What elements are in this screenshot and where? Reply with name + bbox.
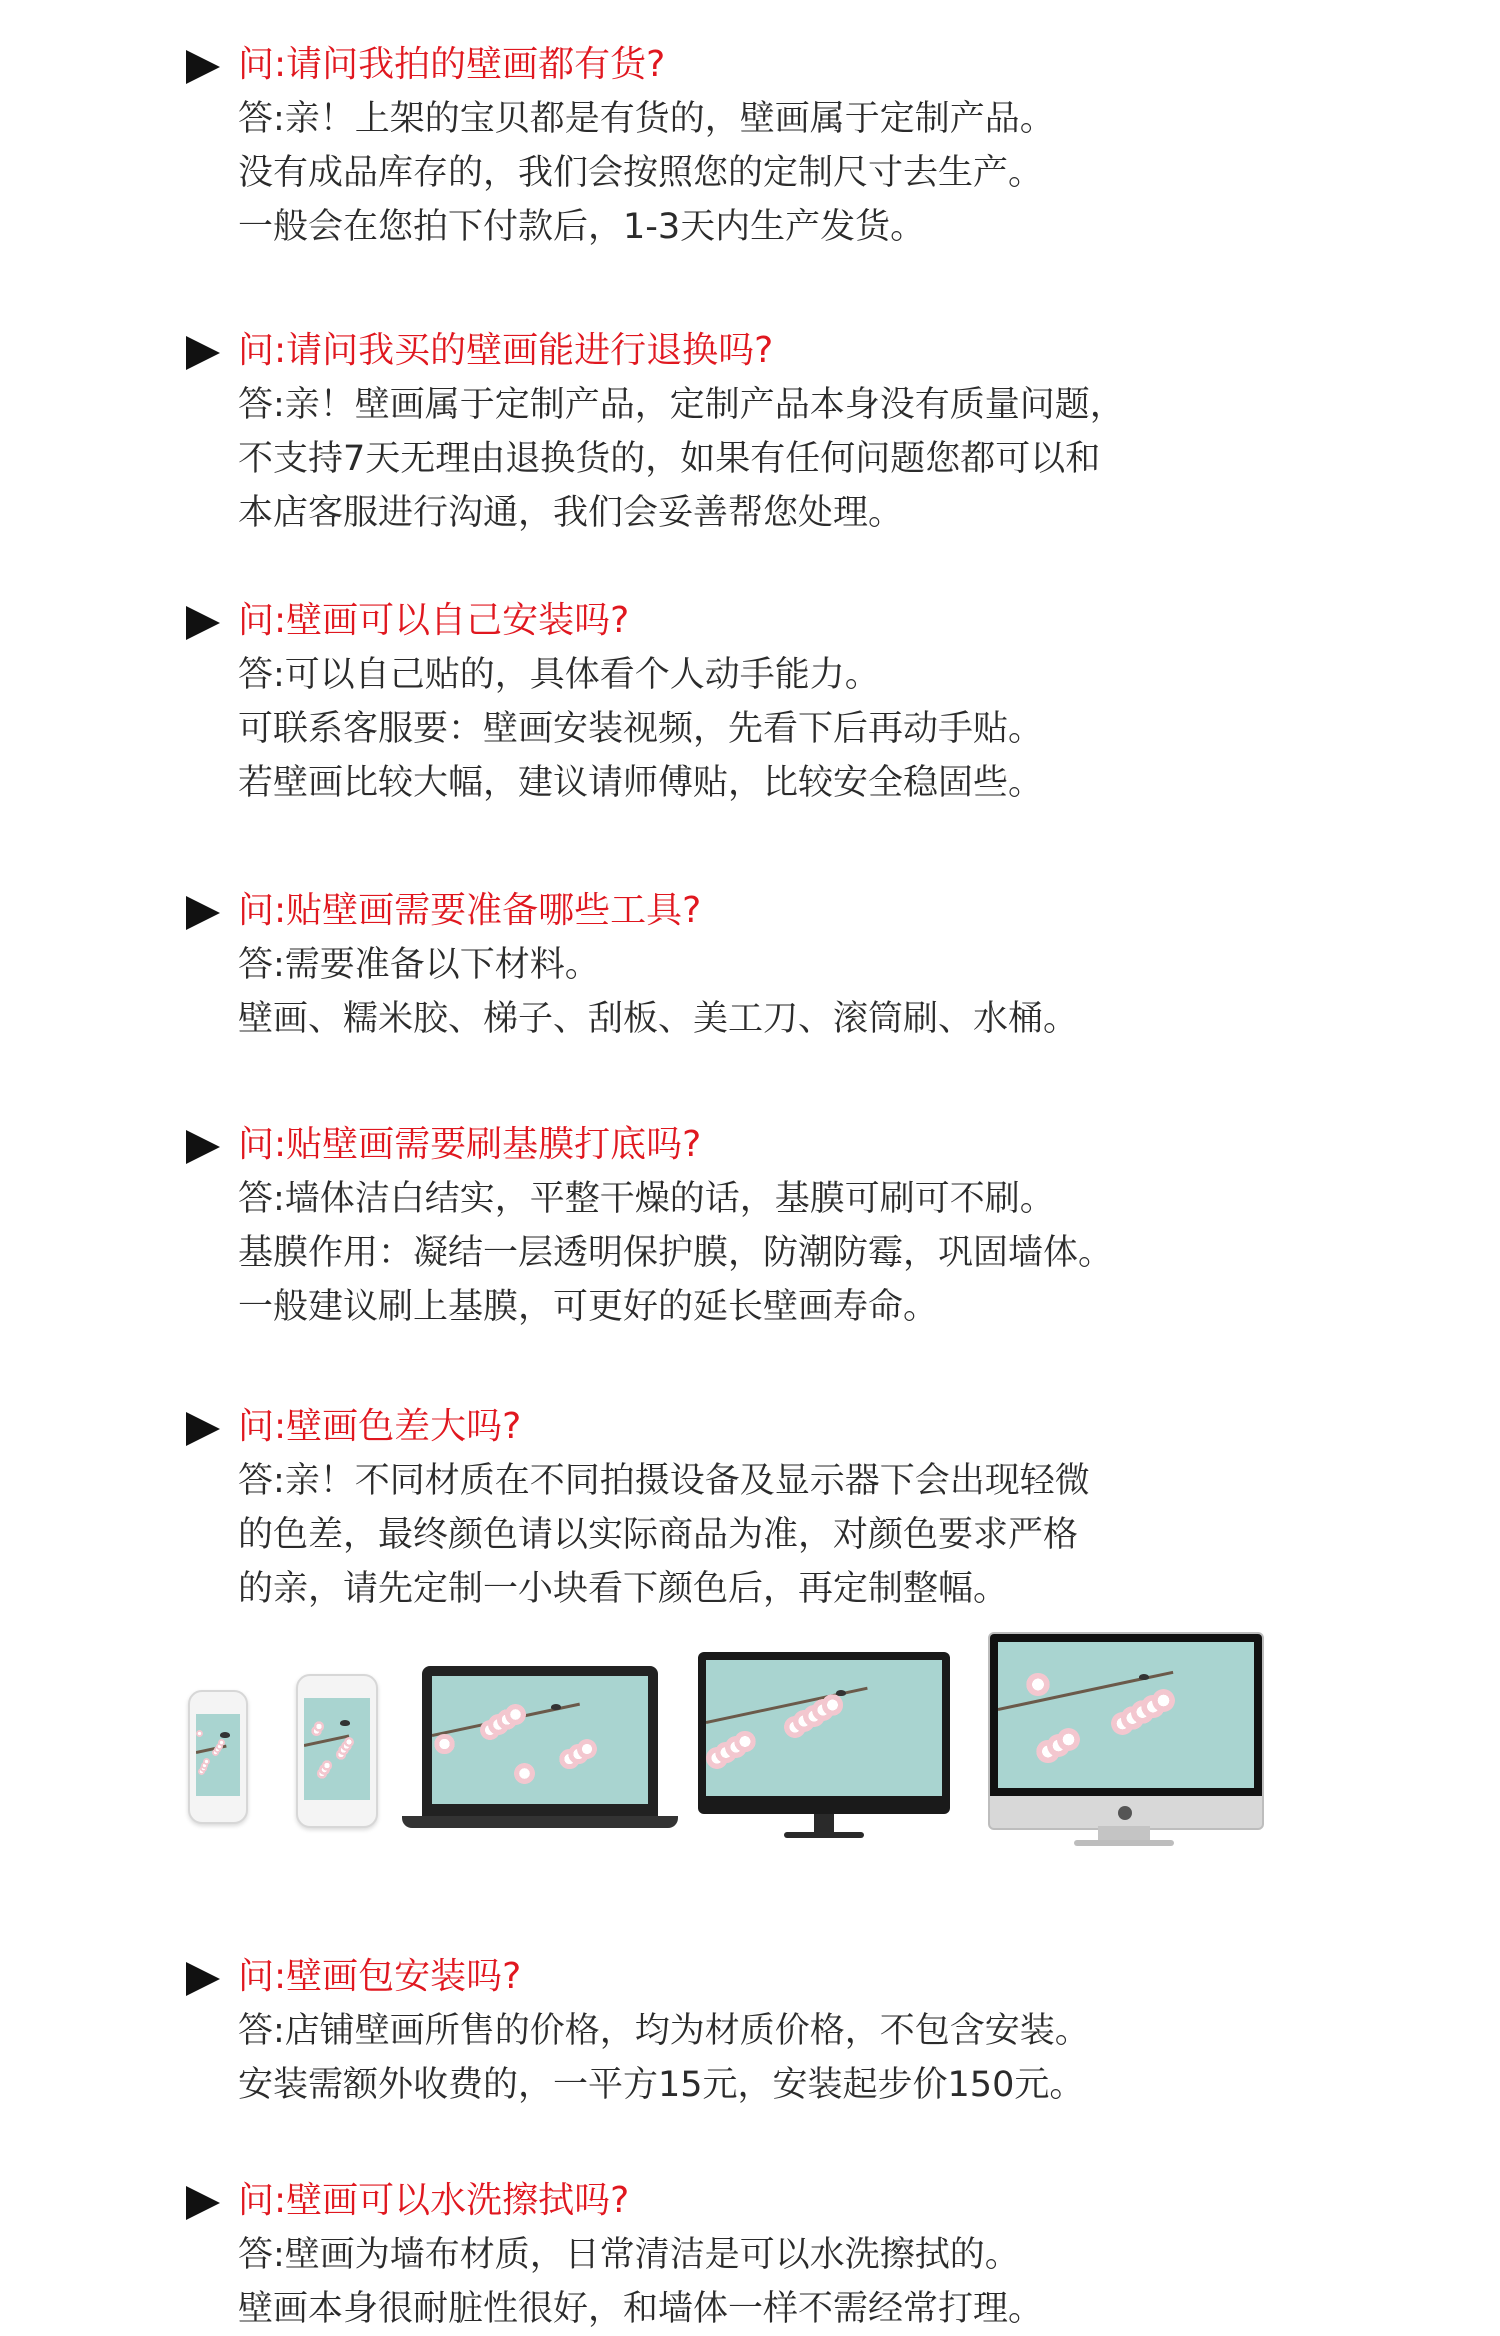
faq-answer-line: 一般会在您拍下付款后，1-3天内生产发货。 xyxy=(238,207,926,247)
devices-illustration xyxy=(180,1630,1280,1860)
play-arrow-icon xyxy=(186,50,220,84)
faq-item-stock xyxy=(0,38,1500,254)
faq-answer-line: 没有成品库存的，我们会按照您的定制尺寸去生产。 xyxy=(238,153,1044,193)
faq-question: 问:壁画可以自己安装吗? xyxy=(238,600,630,641)
faq-item-color xyxy=(0,1400,1500,1616)
faq-answer-line: 答:壁画为墙布材质，日常清洁是可以水洗擦拭的。 xyxy=(238,2235,1020,2275)
faq-question: 问:贴壁画需要准备哪些工具? xyxy=(238,890,702,931)
faq-item-washable xyxy=(0,2174,1500,2336)
faq-answer-line: 本店客服进行沟通，我们会妥善帮您处理。 xyxy=(238,493,904,533)
mural-preview xyxy=(196,1714,240,1796)
imac xyxy=(988,1632,1264,1830)
faq-answer-line: 可联系客服要：壁画安装视频，先看下后再动手贴。 xyxy=(238,709,1044,749)
faq-question: 问:壁画色差大吗? xyxy=(238,1406,522,1447)
faq-answer-line: 壁画、糯米胶、梯子、刮板、美工刀、滚筒刷、水桶。 xyxy=(238,999,1079,1039)
monitor-foot xyxy=(784,1832,864,1838)
faq-answer-line: 答:店铺壁画所售的价格，均为材质价格，不包含安装。 xyxy=(238,2011,1090,2051)
play-arrow-icon xyxy=(186,2186,220,2220)
faq-answer-line: 答:亲！上架的宝贝都是有货的，壁画属于定制产品。 xyxy=(238,99,1055,139)
monitor xyxy=(698,1652,950,1814)
faq-question: 问:请问我拍的壁画都有货? xyxy=(238,44,666,85)
faq-answer-line: 答:墙体洁白结实，平整干燥的话，基膜可刷可不刷。 xyxy=(238,1179,1055,1219)
laptop xyxy=(422,1666,658,1816)
faq-item-tools xyxy=(0,884,1500,1046)
faq-answer-line: 若壁画比较大幅，建议请师傅贴，比较安全稳固些。 xyxy=(238,763,1044,803)
faq-answer-line: 答:亲！不同材质在不同拍摄设备及显示器下会出现轻微 xyxy=(238,1461,1090,1501)
faq-question: 问:请问我买的壁画能进行退换吗? xyxy=(238,330,774,371)
mural-preview xyxy=(998,1642,1254,1788)
faq-item-return xyxy=(0,324,1500,540)
faq-question: 问:贴壁画需要刷基膜打底吗? xyxy=(238,1124,702,1165)
play-arrow-icon xyxy=(186,336,220,370)
mural-preview xyxy=(432,1676,648,1804)
laptop-base xyxy=(402,1816,678,1828)
phone-small xyxy=(188,1690,248,1824)
faq-answer-line: 答:可以自己贴的，具体看个人动手能力。 xyxy=(238,655,880,695)
mural-preview xyxy=(706,1660,942,1796)
faq-answer-line: 的色差，最终颜色请以实际商品为准，对颜色要求严格 xyxy=(238,1515,1079,1555)
faq-answer-line: 一般建议刷上基膜，可更好的延长壁画寿命。 xyxy=(238,1287,939,1327)
monitor-stand xyxy=(814,1814,834,1834)
imac-foot xyxy=(1074,1840,1174,1846)
play-arrow-icon xyxy=(186,1962,220,1996)
faq-answer-line: 的亲，请先定制一小块看下颜色后，再定制整幅。 xyxy=(238,1569,1009,1609)
faq-answer-line: 不支持7天无理由退换货的，如果有任何问题您都可以和 xyxy=(238,439,1101,479)
faq-answer-line: 壁画本身很耐脏性很好，和墙体一样不需经常打理。 xyxy=(238,2289,1044,2329)
phone-large xyxy=(296,1674,378,1828)
faq-item-installation-service xyxy=(0,1950,1500,2112)
faq-question: 问:壁画包安装吗? xyxy=(238,1956,522,1997)
faq-question: 问:壁画可以水洗擦拭吗? xyxy=(238,2180,630,2221)
faq-answer-line: 基膜作用：凝结一层透明保护膜，防潮防霉，巩固墙体。 xyxy=(238,1233,1114,1273)
faq-answer-line: 答:需要准备以下材料。 xyxy=(238,945,600,985)
play-arrow-icon xyxy=(186,1130,220,1164)
apple-logo-icon xyxy=(1118,1806,1132,1820)
faq-item-self-install xyxy=(0,594,1500,810)
play-arrow-icon xyxy=(186,606,220,640)
faq-item-primer xyxy=(0,1118,1500,1334)
mural-preview xyxy=(304,1698,370,1800)
faq-answer-line: 安装需额外收费的，一平方15元，安装起步价150元。 xyxy=(238,2065,1085,2105)
play-arrow-icon xyxy=(186,896,220,930)
faq-answer-line: 答:亲！壁画属于定制产品，定制产品本身没有质量问题， xyxy=(238,385,1125,425)
play-arrow-icon xyxy=(186,1412,220,1446)
